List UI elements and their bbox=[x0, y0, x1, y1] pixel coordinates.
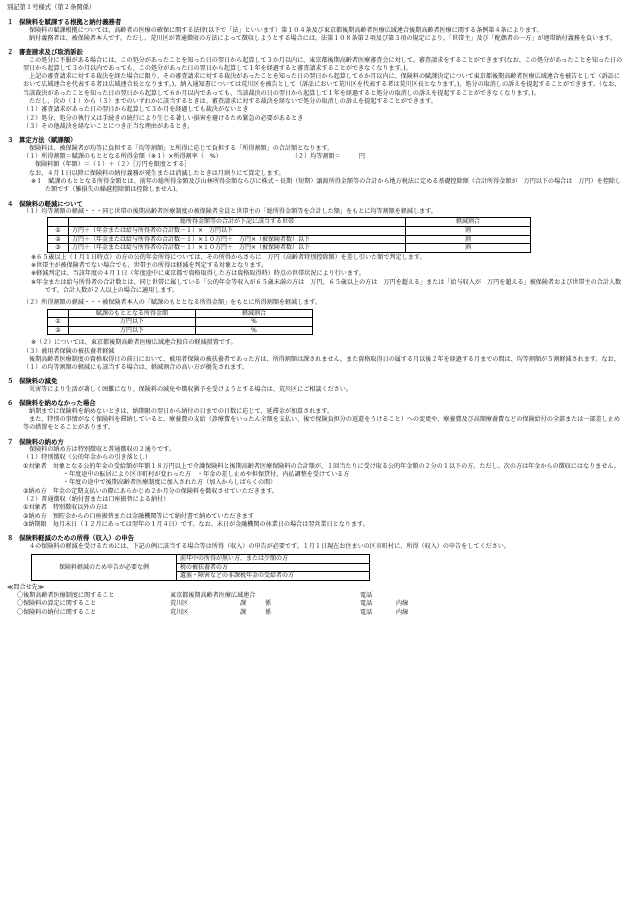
paragraph: この処分に不服がある場合には、この処分があったことを知った日の翌日から起算して３か月以内に、東京都後期高齢者医療審査会に対して、審査請求をすることができます(なお、この処分があったことを知った日の翌日から起算して３か月以内であっても、この処分があった日の翌日から起算して１年を経過すると審査請求することができなくなります。)。 bbox=[23, 56, 623, 72]
contact-row: 〇保険料の納付に関すること 荒川区 課 係 電話 内線 bbox=[17, 608, 409, 616]
table-header-row bbox=[48, 218, 531, 227]
section-title: ３ 算定方法（賦課額） bbox=[7, 136, 77, 145]
table-header: 軽減割合 bbox=[196, 309, 313, 318]
income-reduction-table bbox=[47, 309, 313, 336]
table-cell: 万円＋（年金または給与所得者の合計数－１）× 万円以下 bbox=[69, 226, 406, 235]
paragraph: 納付義務者は、被保険者本人です。ただし、荒川区が普通徴収の方法によって徴収しようとする場合には、法第１０８条第２項及び第３項の規定により、「世帯主」及び「配偶者の一方」が連帯納付義務を負います。 bbox=[29, 34, 617, 42]
list-item: ・年度の途中で後期高齢者医療制度に加入された方（加入からしばらくの間） bbox=[63, 479, 277, 487]
table-cell: ② bbox=[48, 326, 69, 335]
contacts bbox=[7, 584, 623, 617]
paragraph: （３）被用者保険の被扶養者軽減 bbox=[23, 347, 115, 355]
table-header bbox=[48, 309, 69, 318]
form-number: 別記第１号様式（第２条関係） bbox=[7, 4, 96, 11]
paragraph: （１）均等割額の軽減・・・同じ世帯の後期高齢者医療制度の被保険者全員と世帯主の「総所得金額等を合計した額」をもとに均等割額を軽減します。 bbox=[23, 208, 437, 216]
paragraph: 保険料の賦課根拠については、高齢者の医療の確保に関する法律(以下で「法」といいます）第１０４条及び東京都後期高齢者医療広域連合後期高齢者医療に関する条例第４条によります。 bbox=[29, 26, 543, 34]
table-row bbox=[48, 226, 531, 235]
section-title: ８ 保険料軽減のための所得（収入）の申告 bbox=[7, 534, 135, 543]
table-cell: 割 bbox=[406, 235, 531, 244]
table-header bbox=[48, 218, 69, 227]
section-title: ５ 保険料の減免 bbox=[7, 377, 58, 386]
paragraph: ４の保険料の軽減を受けるためには、下記の例に該当する場合等は所得（収入）の申告が必要です。１月１日現在お住まいの区市町村に、所得（収入）の申告をしてください。 bbox=[29, 542, 510, 550]
table-cell: 万円＋（年金または給与所得者の合計数－１）×１０万円＋ 万円×（被保険者数）以下 bbox=[69, 244, 406, 253]
reduction-table bbox=[47, 217, 531, 252]
paragraph: 上記の審査請求に対する裁決を経た場合に限り、その審査請求に対する裁決があったことを知った日の翌日から起算して６か月以内に、保険料の賦課決定について東京都後期高齢者医療広域連合を被告として（訴訟において広域連合を代表する者は広域連合長となります。)、納入通知書については荒川区を被告として（訴訟において荒川区を代表する者は荒川区長となります。)、処分の取消しの訴えを提起することができます。（なお、当該裁決があったことを知った日の翌日から起算して６か月以内であっても、当該裁決の日の翌日から起算して１年を経過すると処分の取消しの訴えを提起することができなくなります。)。 bbox=[23, 73, 621, 97]
contact-row: 〇保険料の算定に関すること 荒川区 課 係 電話 内線 bbox=[17, 600, 409, 608]
table-cell: 遺族・障害などの非課税年金の受給者の方 bbox=[177, 572, 370, 581]
table-header-row bbox=[48, 309, 313, 318]
paragraph: 保険料は、被保険者が均等に負担する「均等割額」と所得に応じて負担する「所得割額」の合計額となります。 bbox=[29, 144, 334, 152]
section-title: ６ 保険料を納めなかった場合 bbox=[7, 399, 96, 408]
note: ※６５歳以上（１月１日時点）の方の公的年金所得については、その所得からさらに 万円（高齢者特別控除額）を差し引いた額で判定します。 bbox=[31, 253, 426, 261]
list-item: ①対象者 特別徴収以外の方は bbox=[23, 504, 108, 512]
paragraph: また、特別の事情がなく保険料を滞納していると、療養費の支給（診療費をいったん全額を支払い、後で保険負担分の返還をうけること）への変更や、療養費及び高額療養費などの保険給付の全部または一部差し止め等の措置をとることがあります。 bbox=[23, 416, 620, 432]
section-3 bbox=[7, 136, 623, 194]
table-cell: % bbox=[196, 318, 313, 327]
list-item: ・年度途中の転居により区市町村が変わった方 ・年金の差し止めや担保貸付、内払調整を受けている方 bbox=[63, 471, 350, 479]
section-1 bbox=[7, 18, 623, 43]
table-cell: ③ bbox=[48, 244, 69, 253]
table-row bbox=[48, 326, 313, 335]
paragraph: なお、４月１日以降に保険料の納付義務が発生または消滅したときは月割りにて算定します。 bbox=[29, 169, 285, 177]
table-cell: 割 bbox=[406, 226, 531, 235]
list-item: ②納め方 年金の定期支払いの際にあらかじめ２か月分の保険料を徴収させていただきます。 bbox=[23, 487, 278, 495]
table-cell: ① bbox=[48, 318, 69, 327]
note: ※世帯主が被保険者でない場合でも、世帯主の所得は軽減を判定する対象となります。 bbox=[31, 262, 268, 270]
section-title: ４ 保険料の軽減について bbox=[7, 199, 83, 208]
formula: （１）所得割額＝賦課のもととなる所得金額（※１）×所得割率（ %） bbox=[23, 153, 222, 161]
list-item: ①対象者 対象となる公的年金の受給額が年額１８万円以上で介護保険料と後期高齢者医療保険料の合計額が、１回当たりに受け取る公的年金額の２分の１以下の方。ただし、次の方は年金からの徴収にはなりません。 bbox=[23, 462, 620, 470]
note: ※軽減判定は、当該年度の４月１日（年度途中に東京都で資格取得した方は資格取得時）時点の世帯状況により行います。 bbox=[31, 270, 365, 278]
section-title: １ 保険料を賦課する根拠と納付義務者 bbox=[7, 18, 122, 26]
table-cell: ② bbox=[48, 235, 69, 244]
table-cell: ① bbox=[48, 226, 69, 235]
subheading: （２）普通徴収（納付書または口座振替による納付） bbox=[23, 495, 170, 503]
list-item: （３）その他裁決を経ないことにつき正当な理由があるとき。 bbox=[23, 122, 194, 130]
formula: 保険料額（年額）＝（１）＋（２）［万円を限度とする］ bbox=[35, 161, 191, 169]
section-8 bbox=[7, 534, 623, 581]
table-cell: % bbox=[196, 326, 313, 335]
list-item: ③納期限 毎月末日（１２月にあっては翌年の１月４日）です。なお、末日が金融機関の休業日の場合は翌営業日となります。 bbox=[23, 520, 369, 528]
table-cell: 万円＋（年金または給与所得者の合計数－１）×１０万円＋ 万円×（被保険者数）以下 bbox=[69, 235, 406, 244]
declaration-table bbox=[31, 554, 370, 581]
table-row bbox=[48, 235, 531, 244]
table-cell: 前年中の所得が無い方、または少額の方 bbox=[177, 554, 370, 563]
table-cell: 税の被扶養者の方 bbox=[177, 563, 370, 572]
table-row bbox=[48, 318, 313, 327]
contacts-title: ≪問合せ先≫ bbox=[7, 583, 45, 591]
paragraph: 後期高齢者医療制度の資格取得日の前日において、被用者保険の被扶養者であった方は、所得割額は課されません。また資格取得日の属する月以後２年を経過する月までの間は、均等割額が５割軽減されます。なお、（１）の均等割額の軽減にも該当する場合は、軽減割合の高い方が優先されます。 bbox=[23, 355, 620, 372]
table-label: 保険料軽減のため申告が必要な例 bbox=[32, 554, 177, 580]
section-2 bbox=[7, 48, 623, 131]
table-row bbox=[48, 244, 531, 253]
paragraph: 災害等により生活が著しく困難になり、保険料の減免や徴収猶予を受けようとする場合は、荒川区にご相談ください。 bbox=[29, 385, 352, 393]
table-row bbox=[32, 554, 370, 563]
list-item: （２）処分、処分の執行又は手続きの続行により生じる著しい損害を避けるため緊急の必要があるとき bbox=[23, 114, 304, 122]
section-5 bbox=[7, 377, 623, 394]
contact-row: 〇後期高齢者医療制度に関すること 東京都後期高齢者医療広域連合 電話 bbox=[17, 592, 373, 599]
table-header: 総所得金額等の合計が下記に該当する世帯 bbox=[69, 218, 406, 227]
section-6 bbox=[7, 399, 623, 432]
note: ※（２）については、東京都後期高齢者医療広域連合独自の軽減措置です。 bbox=[31, 339, 237, 347]
note: ※１ 賦課のもととなる所得金額とは、前年の総所得金額及び山林所得金額ならびに株式・長期（短期）譲渡所得金額等の合計から地方税法に定める基礎控除額（合計所得金額が 万円以下の場合は 万円）を控除した額です（雑損失の繰越控除額は控除しません)。 bbox=[31, 177, 622, 194]
section-4 bbox=[7, 200, 623, 373]
table-cell: 万円以下 bbox=[69, 326, 196, 335]
paragraph: ただし、次の（１）から（３）までのいずれかに該当するときは、審査請求に対する裁決を経ないで処分の取消しの訴えを提起することができます。 bbox=[29, 98, 437, 106]
section-title: ２ 審査請求及び取消訴訟 bbox=[7, 48, 83, 57]
section-7 bbox=[7, 438, 623, 529]
section-title: ７ 保険料の納め方 bbox=[7, 437, 64, 446]
table-cell: 割 bbox=[406, 244, 531, 253]
paragraph: （２）所得割額の軽減・・・被保険者本人の「賦課のもととなる所得金額」をもとに所得割額を軽減します。 bbox=[23, 299, 322, 307]
table-header: 軽減割合 bbox=[406, 218, 531, 227]
table-cell: 万円以下 bbox=[69, 318, 196, 327]
list-item: （１）審査請求があった日の翌日から起算して３か月を経過しても裁決がないとき bbox=[23, 106, 249, 114]
note: ※年金または給与所得者の合計数とは、同じ世帯に属している「公的年金等収入が６５歳未満の方は 万円、６５歳以上の方は 万円を超える」または「給与収入が 万円を超える」被保険者および世帯主の合計人数です。合計人数が２人以上の場合に適用します。 bbox=[31, 278, 622, 294]
formula: （２）均等割額＝ 円 bbox=[291, 153, 365, 161]
paragraph: 保険料の納め方は特別徴収と普通徴収の２通りです。 bbox=[29, 446, 175, 454]
paragraph: 納期までに保険料を納めないときは、納期限の翌日から納付の日までの日数に応じて、延滞金が加算されます。 bbox=[29, 407, 334, 415]
table-header: 賦課のもととなる所得金額 bbox=[69, 309, 196, 318]
subheading: （１）特別徴収（公的年金からの引き落とし） bbox=[23, 454, 151, 462]
list-item: ②納め方 預貯金からの口座振替または金融機関等にて納付書で納めていただきます bbox=[23, 512, 254, 520]
